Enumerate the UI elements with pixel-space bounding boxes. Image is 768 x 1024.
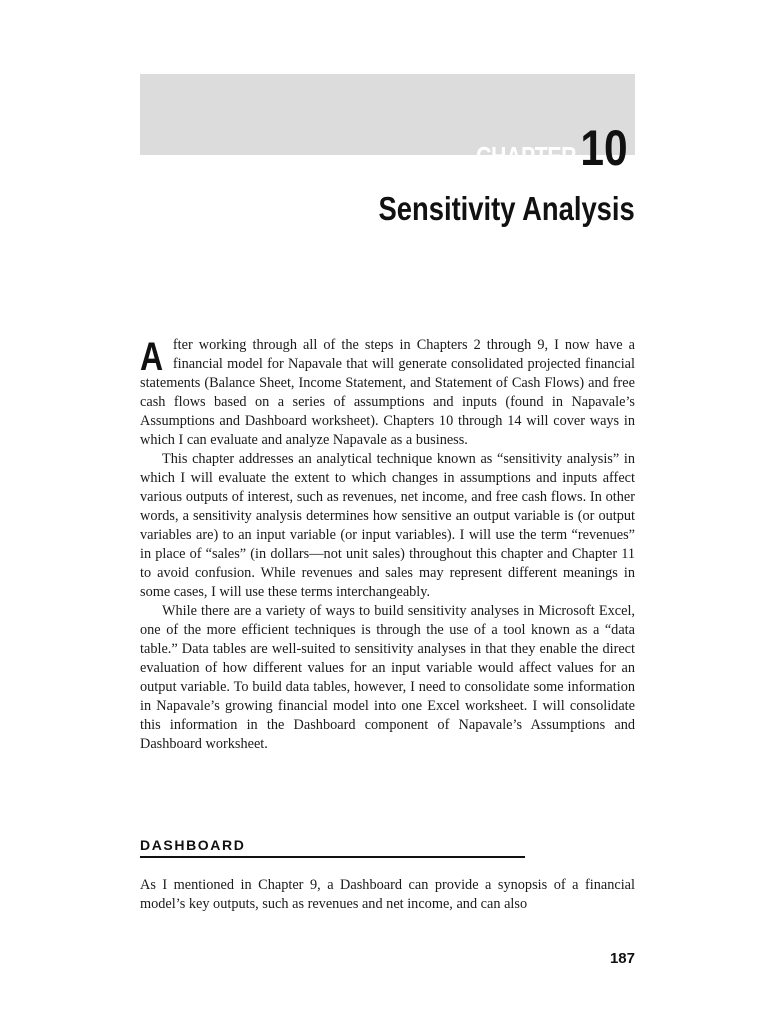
section-rule bbox=[140, 856, 525, 858]
body-paragraph: This chapter addresses an analytical technique known as “sensitivity analysis” in which I will evaluate the extent to which changes in assumptions and inputs affect various outputs of interest, such as revenues, net income, and free cash flows. In other words, a sensitivity analysis determines how sensitive an output variable is (or output variables are) to an input variable (or input variables). I will use the term “revenues” in place of “sales” (in dollars—not unit sales) throughout this chapter and Chapter 11 to avoid confusion. While revenues and sales may represent different meanings in some cases, I will use these terms interchangeably. bbox=[140, 451, 635, 600]
chapter-number: 10 bbox=[580, 120, 628, 176]
section-paragraph: As I mentioned in Chapter 9, a Dashboard can provide a synopsis of a financial model’s key outputs, such as revenues and net income, and can also bbox=[140, 877, 635, 912]
paragraph-text: fter working through all of the steps in Chapters 2 through 9, I now have a financial model for Napavale that will generate consolidated projected financial statements (Balance Sheet, Income Statement, and Statement of Cash Flows) and free cash flows based on a series of assumptions and inputs (found in Napavale’s Assumptions and Dashboard worksheet). Chapters 10 through 14 will cover ways in which I can evaluate and analyze Napavale as a business. bbox=[140, 337, 635, 448]
body-paragraph: While there are a variety of ways to build sensitivity analyses in Microsoft Excel, one of the more efficient techniques is through the use of a tool known as a “data table.” Data tables are well-suited to sensitivity analyses in that they enable the direct evaluation of how different values for an input variable would affect values for an output variable. To build data tables, however, I need to consolidate some information in Napavale’s growing financial model into one Excel worksheet. I will consolidate this information in the Dashboard component of Napavale’s Assumptions and Dashboard worksheet. bbox=[140, 603, 635, 752]
chapter-title: Sensitivity Analysis bbox=[378, 190, 635, 227]
drop-cap: A bbox=[140, 335, 164, 379]
chapter-body bbox=[140, 336, 635, 754]
chapter-word: CHAPTER bbox=[476, 141, 577, 171]
page-number: 187 bbox=[609, 950, 635, 967]
body-paragraph bbox=[140, 336, 635, 450]
section-heading: DASHBOARD bbox=[140, 837, 246, 853]
chapter-label bbox=[454, 120, 628, 176]
